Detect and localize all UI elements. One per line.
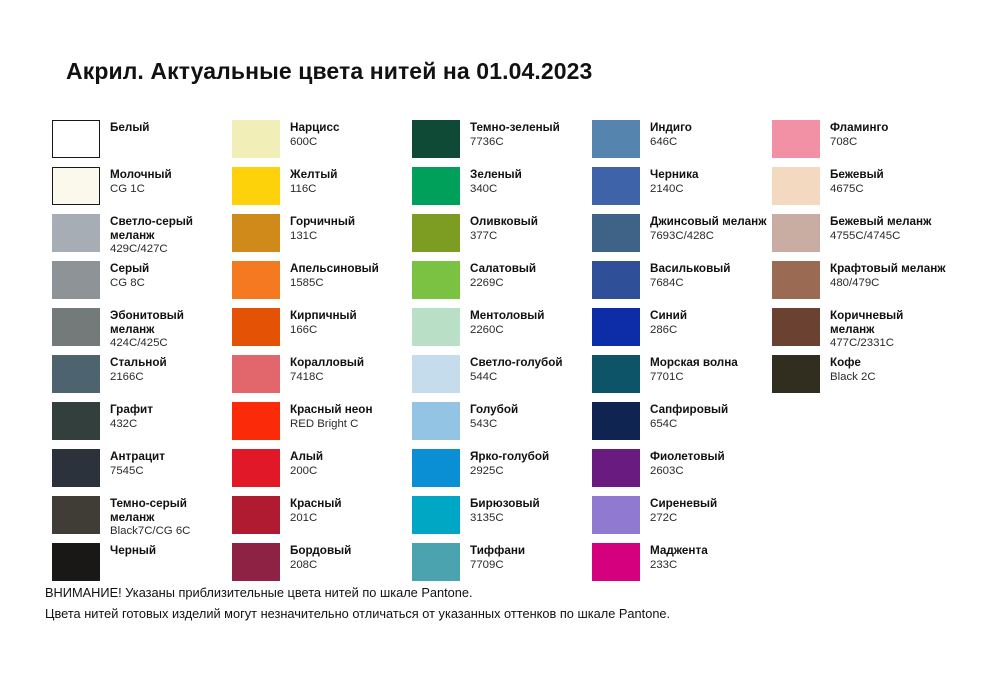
color-code: 166C bbox=[290, 323, 318, 336]
color-code: 272C bbox=[650, 511, 678, 524]
color-name: Графит bbox=[110, 403, 153, 416]
color-labels bbox=[280, 167, 337, 196]
color-labels bbox=[460, 167, 522, 196]
color-code: 2140C bbox=[650, 182, 684, 195]
color-labels bbox=[280, 261, 379, 290]
color-name: Коричневый меланж bbox=[830, 309, 904, 336]
color-labels bbox=[640, 120, 692, 149]
color-labels bbox=[100, 402, 153, 431]
color-swatch-row bbox=[772, 261, 952, 308]
color-name: Бежевый меланж bbox=[830, 215, 932, 228]
color-column bbox=[52, 120, 232, 590]
color-labels bbox=[280, 355, 364, 384]
color-code: 432C bbox=[110, 417, 138, 430]
color-swatch-row bbox=[52, 261, 232, 308]
color-code: 477C/2331C bbox=[830, 337, 894, 350]
color-labels bbox=[280, 543, 351, 572]
color-labels bbox=[820, 355, 876, 384]
color-name: Стальной bbox=[110, 356, 167, 369]
color-code: 2166C bbox=[110, 370, 144, 383]
color-column bbox=[772, 120, 952, 590]
color-chip bbox=[232, 167, 280, 205]
color-code: 2603C bbox=[650, 464, 684, 477]
color-chip bbox=[52, 120, 100, 158]
color-chip bbox=[52, 355, 100, 393]
color-chip bbox=[232, 402, 280, 440]
color-code: 340C bbox=[470, 182, 498, 195]
color-code: 286C bbox=[650, 323, 678, 336]
color-labels bbox=[640, 261, 730, 290]
color-column bbox=[232, 120, 412, 590]
color-swatch-row bbox=[592, 214, 772, 261]
color-name: Голубой bbox=[470, 403, 519, 416]
color-code: 2925C bbox=[470, 464, 504, 477]
color-name: Морская волна bbox=[650, 356, 738, 369]
color-chip bbox=[772, 308, 820, 346]
color-name: Молочный bbox=[110, 168, 172, 181]
color-code: 200C bbox=[290, 464, 318, 477]
color-chip bbox=[592, 496, 640, 534]
notes-block bbox=[45, 583, 670, 624]
color-name: Ярко-голубой bbox=[470, 450, 550, 463]
color-chip bbox=[412, 214, 460, 252]
color-code: 377C bbox=[470, 229, 498, 242]
color-labels bbox=[280, 496, 342, 525]
color-swatch-row bbox=[232, 496, 412, 543]
color-code: 646C bbox=[650, 135, 678, 148]
color-labels bbox=[640, 167, 698, 196]
color-labels bbox=[460, 449, 549, 478]
color-chip bbox=[412, 120, 460, 158]
color-name: Тиффани bbox=[470, 544, 526, 557]
color-name: Горчичный bbox=[290, 215, 356, 228]
color-swatch-row bbox=[232, 261, 412, 308]
color-name: Бежевый bbox=[830, 168, 884, 181]
color-swatch-row bbox=[772, 308, 952, 355]
color-chip bbox=[232, 355, 280, 393]
color-labels bbox=[100, 120, 150, 136]
color-code: RED Bright C bbox=[290, 417, 359, 430]
color-chip bbox=[412, 355, 460, 393]
color-swatch-row bbox=[52, 449, 232, 496]
color-code: 7693C/428C bbox=[650, 229, 714, 242]
color-swatch-row bbox=[52, 308, 232, 355]
color-chip bbox=[592, 308, 640, 346]
color-swatch-row bbox=[592, 449, 772, 496]
color-chip bbox=[232, 214, 280, 252]
color-swatch-row bbox=[232, 355, 412, 402]
color-code: 3135C bbox=[470, 511, 504, 524]
color-swatch-row bbox=[52, 120, 232, 167]
color-name: Темно-серый меланж bbox=[110, 497, 187, 524]
color-labels bbox=[640, 214, 767, 243]
color-chip bbox=[772, 214, 820, 252]
color-chip bbox=[232, 496, 280, 534]
color-code: 7709C bbox=[470, 558, 504, 571]
color-column bbox=[592, 120, 772, 590]
color-chip bbox=[52, 543, 100, 581]
color-labels bbox=[460, 402, 518, 431]
color-code: 201C bbox=[290, 511, 318, 524]
color-chip bbox=[52, 308, 100, 346]
color-code: 4755C/4745C bbox=[830, 229, 901, 242]
color-code: 4675C bbox=[830, 182, 864, 195]
color-swatch-row bbox=[412, 214, 592, 261]
color-chip bbox=[592, 355, 640, 393]
color-code: CG 8C bbox=[110, 276, 145, 289]
color-labels bbox=[460, 355, 563, 384]
color-swatch-row bbox=[592, 167, 772, 214]
color-name: Крафтовый меланж bbox=[830, 262, 946, 275]
color-labels bbox=[100, 214, 230, 257]
color-name: Маджента bbox=[650, 544, 708, 557]
color-chip bbox=[412, 167, 460, 205]
color-code: 131C bbox=[290, 229, 318, 242]
color-chip bbox=[412, 308, 460, 346]
color-chip bbox=[592, 543, 640, 581]
color-name: Бирюзовый bbox=[470, 497, 540, 510]
color-chip bbox=[772, 355, 820, 393]
color-name: Кирпичный bbox=[290, 309, 357, 322]
color-name: Черника bbox=[650, 168, 699, 181]
color-name: Фламинго bbox=[830, 121, 889, 134]
color-swatch-row bbox=[412, 402, 592, 449]
color-labels bbox=[640, 449, 725, 478]
color-code: 654C bbox=[650, 417, 678, 430]
color-name: Желтый bbox=[290, 168, 338, 181]
color-name: Черный bbox=[110, 544, 157, 557]
note-line-1: ВНИМАНИЕ! Указаны приблизительные цвета нитей по шкале Pantone. bbox=[45, 585, 473, 600]
color-chip bbox=[772, 167, 820, 205]
color-chip bbox=[412, 261, 460, 299]
color-labels bbox=[100, 543, 156, 559]
color-swatch-row bbox=[772, 355, 952, 402]
color-swatch-row bbox=[772, 167, 952, 214]
color-code: 2260C bbox=[470, 323, 504, 336]
color-swatch-row bbox=[52, 496, 232, 543]
color-chip bbox=[772, 261, 820, 299]
color-swatch-row bbox=[232, 120, 412, 167]
color-code: 544C bbox=[470, 370, 498, 383]
color-labels bbox=[100, 449, 165, 478]
color-name: Красный bbox=[290, 497, 342, 510]
color-chip bbox=[52, 402, 100, 440]
color-code: 7701C bbox=[650, 370, 684, 383]
color-labels bbox=[640, 402, 728, 431]
color-column bbox=[412, 120, 592, 590]
color-swatch-row bbox=[232, 449, 412, 496]
color-chip bbox=[232, 449, 280, 487]
color-labels bbox=[280, 214, 355, 243]
color-labels bbox=[280, 449, 323, 478]
color-name: Светло-серый меланж bbox=[110, 215, 193, 242]
color-name: Коралловый bbox=[290, 356, 365, 369]
color-chip bbox=[232, 261, 280, 299]
color-labels bbox=[280, 120, 339, 149]
color-chip bbox=[592, 261, 640, 299]
color-code: 600C bbox=[290, 135, 318, 148]
color-labels bbox=[100, 355, 167, 384]
color-chip bbox=[592, 167, 640, 205]
color-name: Зеленый bbox=[470, 168, 522, 181]
color-name: Эбонитовый меланж bbox=[110, 309, 184, 336]
color-code: 7736C bbox=[470, 135, 504, 148]
color-labels bbox=[820, 214, 931, 243]
color-swatch-row bbox=[232, 308, 412, 355]
color-code: CG 1C bbox=[110, 182, 145, 195]
color-labels bbox=[640, 355, 738, 384]
color-code: 429C/427C bbox=[110, 243, 168, 256]
color-labels bbox=[280, 308, 357, 337]
color-name: Красный неон bbox=[290, 403, 373, 416]
color-labels bbox=[460, 308, 544, 337]
color-labels bbox=[100, 308, 230, 351]
color-code: 7545C bbox=[110, 464, 144, 477]
color-chip bbox=[412, 496, 460, 534]
color-chip bbox=[52, 496, 100, 534]
color-code: 480/479C bbox=[830, 276, 880, 289]
color-swatch-row bbox=[232, 167, 412, 214]
color-name: Кофе bbox=[830, 356, 861, 369]
color-labels bbox=[100, 167, 172, 196]
color-name: Джинсовый меланж bbox=[650, 215, 767, 228]
color-name: Светло-голубой bbox=[470, 356, 563, 369]
color-labels bbox=[460, 261, 536, 290]
color-name: Темно-зеленый bbox=[470, 121, 560, 134]
color-swatch-row bbox=[592, 402, 772, 449]
color-labels bbox=[640, 496, 717, 525]
color-name: Ментоловый bbox=[470, 309, 545, 322]
color-chip bbox=[592, 120, 640, 158]
color-code: 1585C bbox=[290, 276, 324, 289]
color-code: 2269C bbox=[470, 276, 504, 289]
color-swatch-row bbox=[412, 496, 592, 543]
color-code: 708C bbox=[830, 135, 858, 148]
color-name: Сапфировый bbox=[650, 403, 729, 416]
color-code: 233C bbox=[650, 558, 678, 571]
color-labels bbox=[820, 261, 946, 290]
color-swatch-row bbox=[412, 261, 592, 308]
color-swatch-row bbox=[52, 355, 232, 402]
color-swatch-row bbox=[412, 120, 592, 167]
color-swatch-row bbox=[412, 167, 592, 214]
color-code: Black7C/CG 6C bbox=[110, 525, 191, 538]
color-swatch-row bbox=[412, 308, 592, 355]
color-name: Серый bbox=[110, 262, 150, 275]
color-swatch-row bbox=[52, 167, 232, 214]
color-labels bbox=[100, 496, 230, 539]
color-chip bbox=[412, 543, 460, 581]
page-title: Акрил. Актуальные цвета нитей на 01.04.2023 bbox=[66, 58, 593, 84]
color-code: Black 2C bbox=[830, 370, 876, 383]
color-labels bbox=[460, 120, 560, 149]
color-labels bbox=[460, 543, 525, 572]
color-swatch-row bbox=[772, 214, 952, 261]
color-labels bbox=[460, 496, 540, 525]
color-code: 208C bbox=[290, 558, 318, 571]
color-name: Алый bbox=[290, 450, 324, 463]
color-code: 7684C bbox=[650, 276, 684, 289]
color-chip bbox=[592, 449, 640, 487]
color-code: 543C bbox=[470, 417, 498, 430]
color-swatch-row bbox=[592, 355, 772, 402]
color-swatch-row bbox=[232, 214, 412, 261]
color-name: Сиреневый bbox=[650, 497, 718, 510]
color-swatch-row bbox=[52, 402, 232, 449]
color-labels bbox=[820, 308, 950, 351]
color-name: Васильковый bbox=[650, 262, 731, 275]
color-labels bbox=[100, 261, 149, 290]
color-swatch-row bbox=[592, 120, 772, 167]
color-swatch-row bbox=[772, 120, 952, 167]
color-name: Фиолетовый bbox=[650, 450, 725, 463]
color-name: Нарцисс bbox=[290, 121, 340, 134]
color-code: 424C/425C bbox=[110, 337, 168, 350]
color-chip bbox=[412, 402, 460, 440]
color-swatch-row bbox=[232, 402, 412, 449]
color-labels bbox=[820, 167, 884, 196]
color-chip bbox=[412, 449, 460, 487]
color-swatch-row bbox=[592, 496, 772, 543]
color-chip bbox=[232, 543, 280, 581]
color-chip bbox=[592, 214, 640, 252]
color-code: 7418C bbox=[290, 370, 324, 383]
color-name: Оливковый bbox=[470, 215, 538, 228]
color-chip bbox=[232, 308, 280, 346]
color-swatch-row bbox=[412, 449, 592, 496]
color-swatch-row bbox=[592, 308, 772, 355]
color-chip bbox=[772, 120, 820, 158]
color-labels bbox=[640, 543, 708, 572]
color-swatch-row bbox=[52, 214, 232, 261]
color-chip bbox=[52, 449, 100, 487]
color-name: Антрацит bbox=[110, 450, 165, 463]
color-labels bbox=[820, 120, 888, 149]
color-name: Бордовый bbox=[290, 544, 352, 557]
color-name: Синий bbox=[650, 309, 688, 322]
color-grid bbox=[52, 120, 952, 590]
color-labels bbox=[640, 308, 687, 337]
color-name: Салатовый bbox=[470, 262, 537, 275]
color-swatch-row bbox=[592, 261, 772, 308]
color-name: Апельсиновый bbox=[290, 262, 379, 275]
color-code: 116C bbox=[290, 182, 317, 195]
color-chip bbox=[52, 167, 100, 205]
color-chip bbox=[232, 120, 280, 158]
color-chip bbox=[592, 402, 640, 440]
color-swatch-row bbox=[412, 355, 592, 402]
note-line-2: Цвета нитей готовых изделий могут незначительно отличаться от указанных оттенков по шкале Pantone. bbox=[45, 605, 671, 621]
color-name: Индиго bbox=[650, 121, 692, 134]
color-chip bbox=[52, 261, 100, 299]
color-labels bbox=[460, 214, 538, 243]
color-chip bbox=[52, 214, 100, 252]
color-name: Белый bbox=[110, 121, 150, 134]
color-labels bbox=[280, 402, 373, 431]
